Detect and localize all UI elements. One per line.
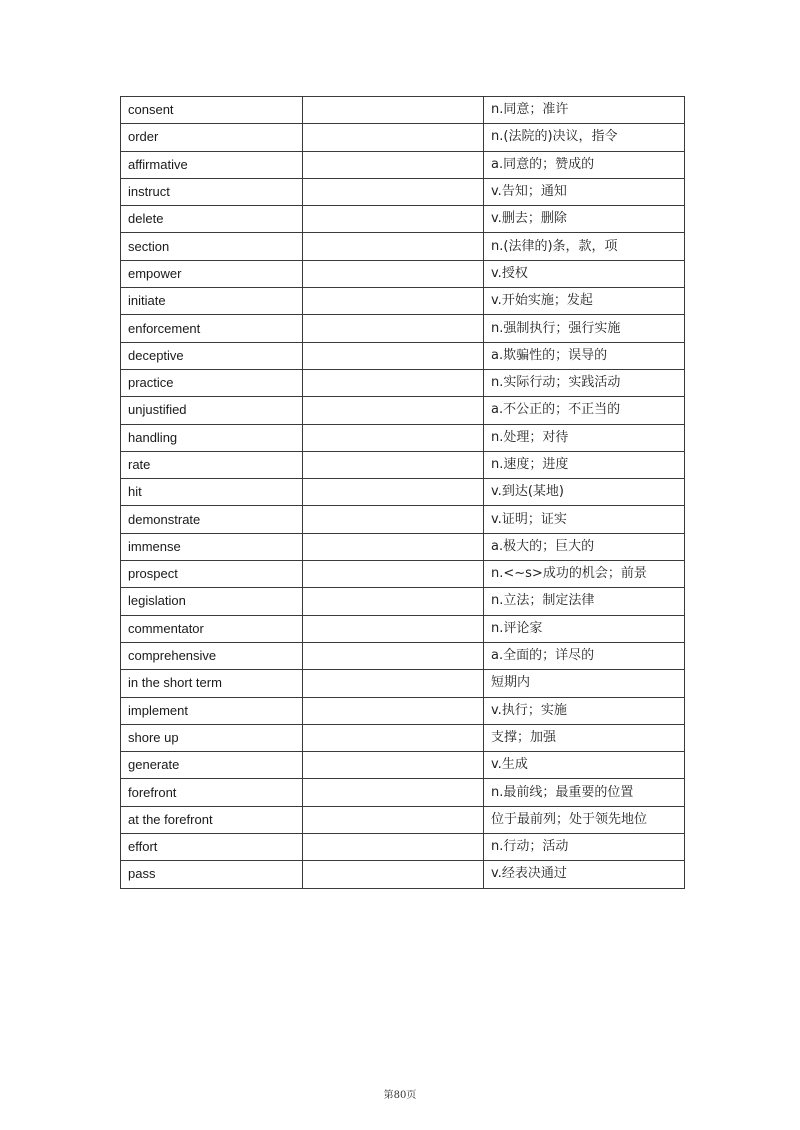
term-cell: immense (121, 533, 303, 560)
definition-cell: v.删去；删除 (484, 206, 685, 233)
table-row (121, 724, 685, 751)
vocabulary-table (120, 96, 685, 889)
term-cell: forefront (121, 779, 303, 806)
term-cell: shore up (121, 724, 303, 751)
term-cell: pass (121, 861, 303, 888)
table-row (121, 260, 685, 287)
vocabulary-table-body (121, 97, 685, 889)
blank-cell (303, 806, 484, 833)
definition-cell: n.实际行动；实践活动 (484, 369, 685, 396)
table-row (121, 506, 685, 533)
term-cell: prospect (121, 561, 303, 588)
term-cell: consent (121, 97, 303, 124)
term-cell: instruct (121, 178, 303, 205)
table-row (121, 779, 685, 806)
term-cell: comprehensive (121, 642, 303, 669)
definition-cell: v.授权 (484, 260, 685, 287)
table-row (121, 178, 685, 205)
term-cell: enforcement (121, 315, 303, 342)
blank-cell (303, 206, 484, 233)
table-row (121, 397, 685, 424)
term-cell: handling (121, 424, 303, 451)
definition-cell: n.行动；活动 (484, 834, 685, 861)
definition-cell: 支撑；加强 (484, 724, 685, 751)
table-row (121, 369, 685, 396)
blank-cell (303, 315, 484, 342)
definition-cell: a.不公正的；不正当的 (484, 397, 685, 424)
term-cell: empower (121, 260, 303, 287)
table-row (121, 861, 685, 888)
blank-cell (303, 479, 484, 506)
table-row (121, 451, 685, 478)
blank-cell (303, 151, 484, 178)
definition-cell: n.立法；制定法律 (484, 588, 685, 615)
blank-cell (303, 260, 484, 287)
term-cell: legislation (121, 588, 303, 615)
definition-cell: a.全面的；详尽的 (484, 642, 685, 669)
term-cell: initiate (121, 288, 303, 315)
blank-cell (303, 533, 484, 560)
table-row (121, 424, 685, 451)
table-row (121, 97, 685, 124)
blank-cell (303, 288, 484, 315)
table-row (121, 124, 685, 151)
definition-cell: a.同意的；赞成的 (484, 151, 685, 178)
definition-cell: n.速度；进度 (484, 451, 685, 478)
term-cell: order (121, 124, 303, 151)
table-row (121, 206, 685, 233)
term-cell: generate (121, 752, 303, 779)
table-row (121, 288, 685, 315)
definition-cell: v.开始实施；发起 (484, 288, 685, 315)
term-cell: hit (121, 479, 303, 506)
term-cell: affirmative (121, 151, 303, 178)
table-row (121, 533, 685, 560)
blank-cell (303, 834, 484, 861)
definition-cell: a.欺骗性的；误导的 (484, 342, 685, 369)
blank-cell (303, 561, 484, 588)
blank-cell (303, 451, 484, 478)
blank-cell (303, 861, 484, 888)
table-row (121, 479, 685, 506)
term-cell: implement (121, 697, 303, 724)
blank-cell (303, 124, 484, 151)
table-row (121, 752, 685, 779)
definition-cell: n.<~s>成功的机会；前景 (484, 561, 685, 588)
table-row (121, 233, 685, 260)
table-row (121, 806, 685, 833)
definition-cell: v.经表决通过 (484, 861, 685, 888)
definition-cell: n.处理；对待 (484, 424, 685, 451)
blank-cell (303, 615, 484, 642)
term-cell: demonstrate (121, 506, 303, 533)
term-cell: rate (121, 451, 303, 478)
term-cell: commentator (121, 615, 303, 642)
term-cell: at the forefront (121, 806, 303, 833)
table-row (121, 315, 685, 342)
blank-cell (303, 97, 484, 124)
blank-cell (303, 588, 484, 615)
table-row (121, 342, 685, 369)
definition-cell: n.强制执行；强行实施 (484, 315, 685, 342)
definition-cell: v.执行；实施 (484, 697, 685, 724)
definition-cell: 位于最前列；处于领先地位 (484, 806, 685, 833)
table-row (121, 670, 685, 697)
table-row (121, 561, 685, 588)
definition-cell: n.(法院的)决议，指令 (484, 124, 685, 151)
table-row (121, 834, 685, 861)
blank-cell (303, 342, 484, 369)
definition-cell: a.极大的；巨大的 (484, 533, 685, 560)
blank-cell (303, 233, 484, 260)
table-row (121, 615, 685, 642)
blank-cell (303, 369, 484, 396)
page-number: 第80页 (383, 1090, 417, 1101)
term-cell: deceptive (121, 342, 303, 369)
definition-cell: n.评论家 (484, 615, 685, 642)
definition-cell: 短期内 (484, 670, 685, 697)
definition-cell: v.生成 (484, 752, 685, 779)
blank-cell (303, 697, 484, 724)
definition-cell: n.同意；准许 (484, 97, 685, 124)
blank-cell (303, 178, 484, 205)
definition-cell: n.(法律的)条，款，项 (484, 233, 685, 260)
blank-cell (303, 506, 484, 533)
blank-cell (303, 424, 484, 451)
definition-cell: n.最前线；最重要的位置 (484, 779, 685, 806)
term-cell: section (121, 233, 303, 260)
table-row (121, 642, 685, 669)
definition-cell: v.证明；证实 (484, 506, 685, 533)
definition-cell: v.告知；通知 (484, 178, 685, 205)
blank-cell (303, 670, 484, 697)
term-cell: delete (121, 206, 303, 233)
table-row (121, 151, 685, 178)
table-row (121, 697, 685, 724)
definition-cell: v.到达(某地) (484, 479, 685, 506)
blank-cell (303, 397, 484, 424)
term-cell: effort (121, 834, 303, 861)
blank-cell (303, 779, 484, 806)
blank-cell (303, 724, 484, 751)
term-cell: in the short term (121, 670, 303, 697)
term-cell: unjustified (121, 397, 303, 424)
term-cell: practice (121, 369, 303, 396)
table-row (121, 588, 685, 615)
blank-cell (303, 642, 484, 669)
blank-cell (303, 752, 484, 779)
